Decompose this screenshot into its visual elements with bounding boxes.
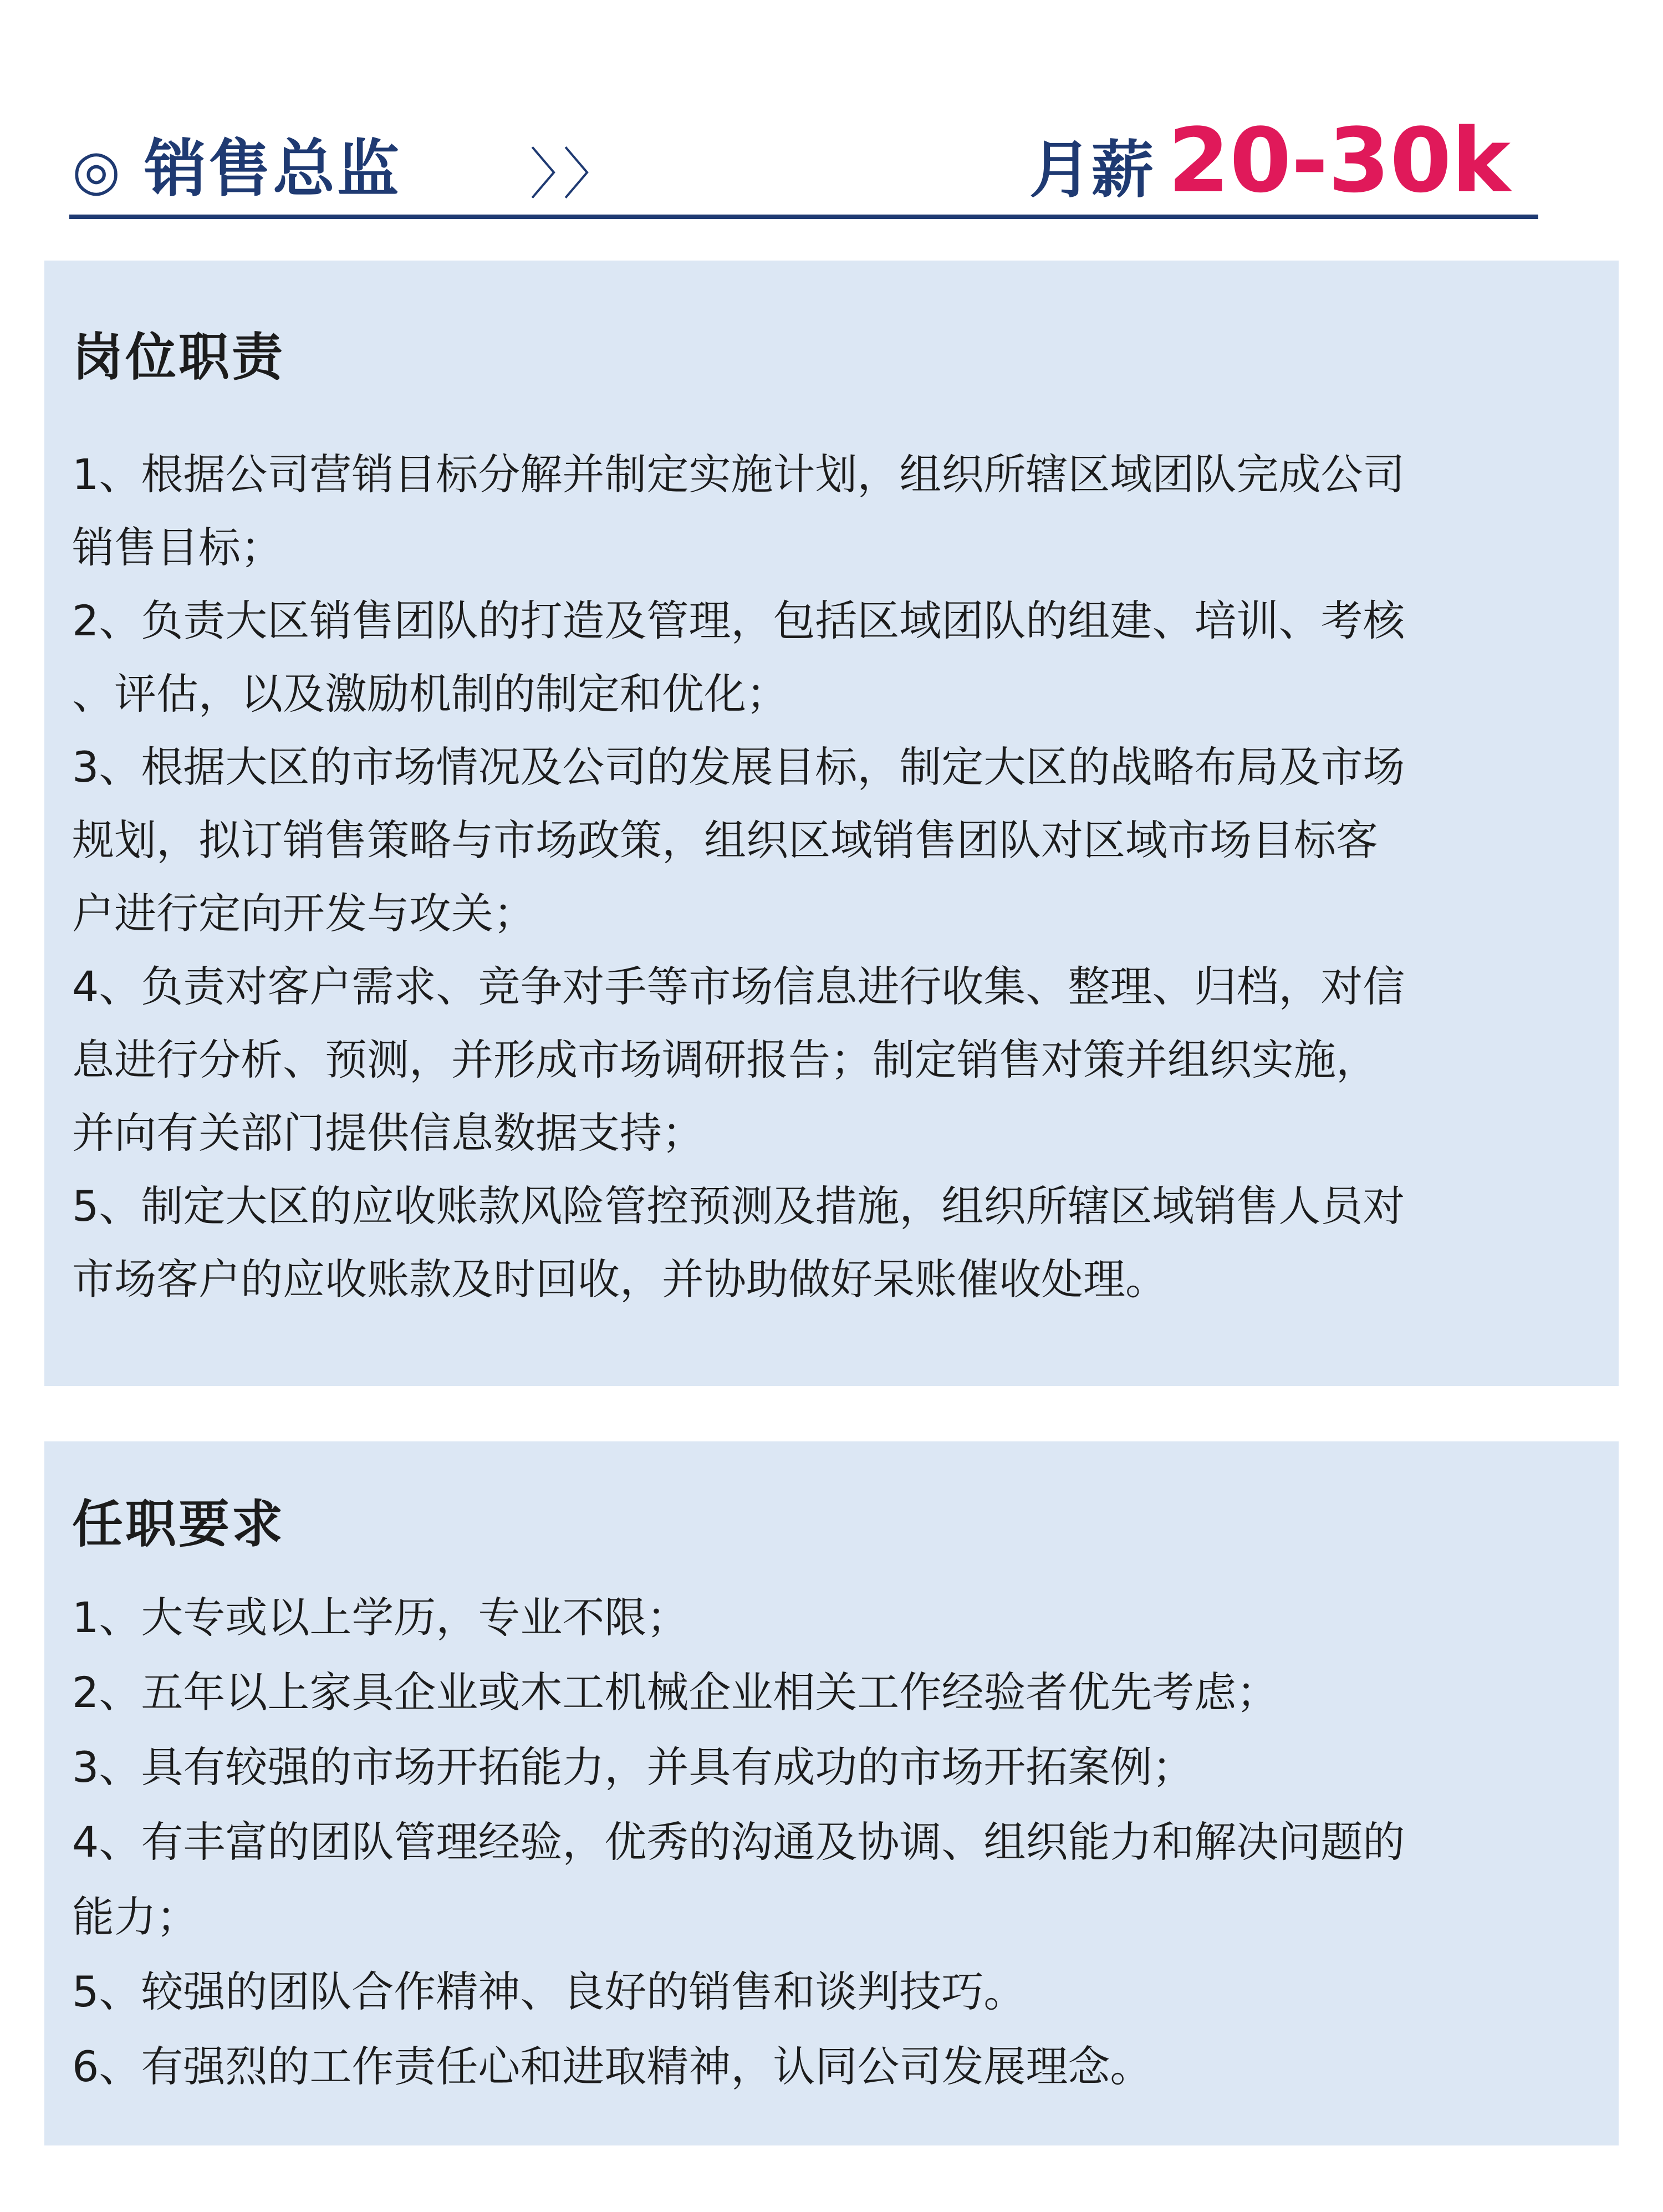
duty-line: 销售目标； [72,523,283,572]
duty-line: 4、负责对客户需求、竞争对手等市场信息进行收集、整理、归档，对信 [72,962,1405,1011]
double-circle-icon: ◎ [72,137,121,202]
requirements-card [44,1441,1619,2145]
salary-value: 20-30k [1167,109,1511,212]
duty-line: 户进行定向开发与攻关； [72,889,535,938]
duty-line: 并向有关部门提供信息数据支持； [72,1108,704,1158]
requirement-line: 4、有丰富的团队管理经验，优秀的沟通及协调、组织能力和解决问题的 [72,1817,1405,1867]
salary-label: 月薪 [1029,134,1154,206]
requirement-line: 1、大专或以上学历，专业不限； [72,1593,689,1642]
duty-line: 市场客户的应收账款及时回收，并协助做好呆账催收处理。 [72,1255,1167,1304]
requirement-line: 2、五年以上家具企业或木工机械企业相关工作经验者优先考虑； [72,1668,1279,1717]
requirement-line: 能力； [72,1892,198,1941]
duty-line: 、评估，以及激励机制的制定和优化； [72,669,788,718]
chevron-right-icon: 〉〉 [529,142,624,207]
duties-list [72,438,1602,1316]
header-divider [69,215,1538,219]
salary [1029,109,1511,217]
duty-line: 3、根据大区的市场情况及公司的发展目标，制定大区的战略布局及市场 [72,742,1405,792]
requirement-line: 6、有强烈的工作责任心和进取精神，认同公司发展理念。 [72,2042,1152,2091]
job-title: 销售总监 [144,133,401,205]
job-header [69,108,1538,219]
requirements-heading: 任职要求 [72,1495,285,1554]
duty-line: 5、制定大区的应收账款风险管控预测及措施，组织所辖区域销售人员对 [72,1181,1405,1231]
requirements-list [72,1580,1602,2104]
duties-heading: 岗位职责 [72,328,285,387]
duty-line: 息进行分析、预测，并形成市场调研报告；制定销售对策并组织实施， [72,1035,1378,1084]
requirement-line: 5、较强的团队合作精神、良好的销售和谈判技巧。 [72,1967,1026,2016]
duty-line: 规划，拟订销售策略与市场政策，组织区域销售团队对区域市场目标客 [72,816,1378,865]
duty-line: 2、负责大区销售团队的打造及管理，包括区域团队的组建、培训、考核 [72,596,1405,645]
duty-line: 1、根据公司营销目标分解并制定实施计划，组织所辖区域团队完成公司 [72,450,1405,499]
requirement-line: 3、具有较强的市场开拓能力，并具有成功的市场开拓案例； [72,1742,1195,1792]
duties-card [44,261,1619,1386]
